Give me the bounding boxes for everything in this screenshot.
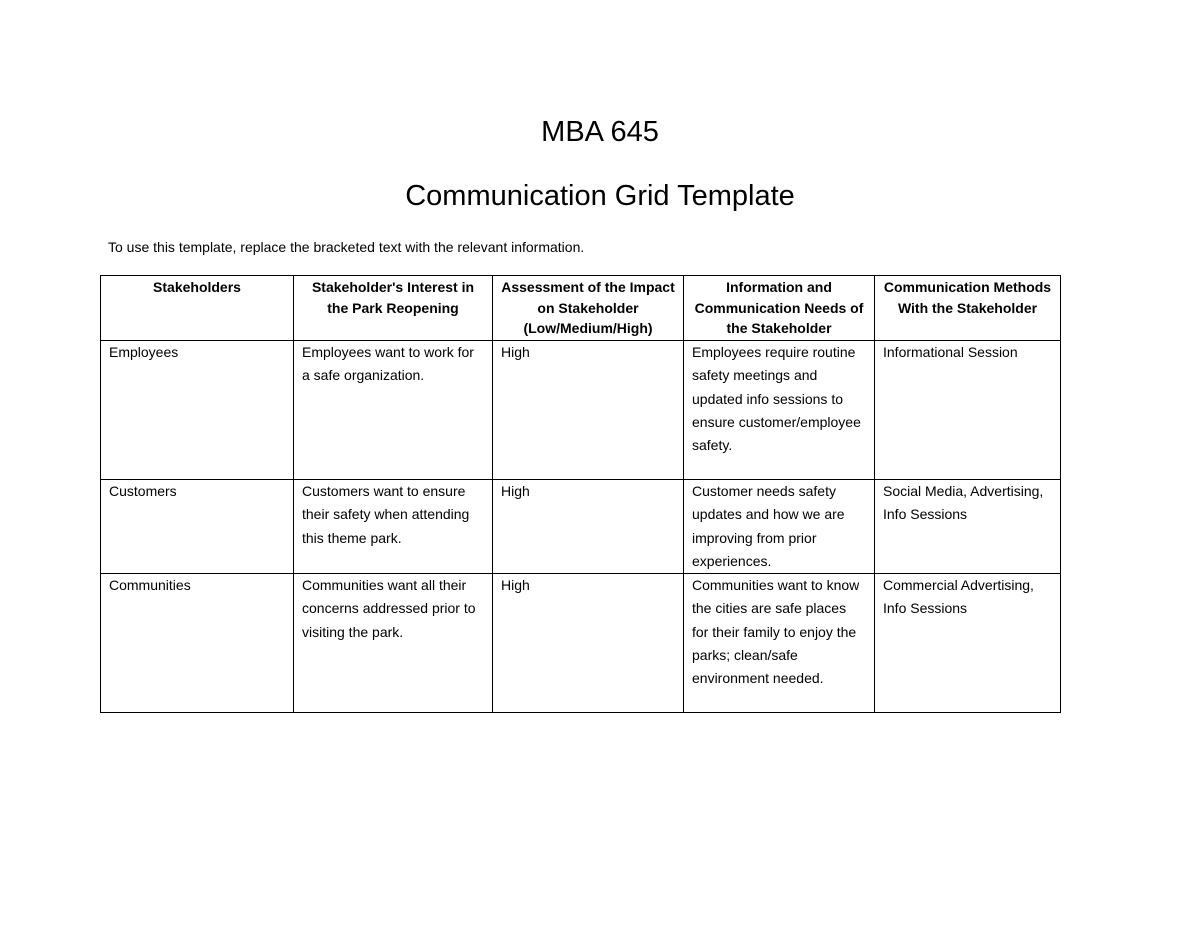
course-title: MBA 645 bbox=[541, 116, 659, 148]
cell-interest: Employees want to work for a safe organization. bbox=[294, 341, 493, 480]
header-communication-methods: Communication Methods With the Stakeholder bbox=[875, 276, 1061, 341]
header-information-needs: Information and Communication Needs of the Stakeholder bbox=[684, 276, 875, 341]
header-stakeholders: Stakeholders bbox=[101, 276, 294, 341]
header-interest: Stakeholder's Interest in the Park Reopening bbox=[294, 276, 493, 341]
cell-needs: Customer needs safety updates and how we are improving from prior experiences. bbox=[684, 480, 875, 574]
cell-methods: Social Media, Advertising, Info Sessions bbox=[875, 480, 1061, 574]
table-header-row bbox=[101, 276, 1061, 341]
communication-grid-table bbox=[100, 275, 1061, 713]
cell-impact: High bbox=[493, 574, 684, 713]
table-row bbox=[101, 574, 1061, 713]
cell-methods: Commercial Advertising, Info Sessions bbox=[875, 574, 1061, 713]
cell-interest: Customers want to ensure their safety when attending this theme park. bbox=[294, 480, 493, 574]
document-title: Communication Grid Template bbox=[405, 180, 795, 212]
cell-interest: Communities want all their concerns addressed prior to visiting the park. bbox=[294, 574, 493, 713]
header-impact-assessment: Assessment of the Impact on Stakeholder (Low/Medium/High) bbox=[493, 276, 684, 341]
cell-impact: High bbox=[493, 341, 684, 480]
cell-stakeholder: Customers bbox=[101, 480, 294, 574]
cell-stakeholder: Employees bbox=[101, 341, 294, 480]
table-row bbox=[101, 341, 1061, 480]
instructions-text: To use this template, replace the bracketed text with the relevant information. bbox=[108, 239, 585, 255]
cell-needs: Employees require routine safety meetings and updated info sessions to ensure customer/employee safety. bbox=[684, 341, 875, 480]
cell-methods: Informational Session bbox=[875, 341, 1061, 480]
cell-stakeholder: Communities bbox=[101, 574, 294, 713]
cell-impact: High bbox=[493, 480, 684, 574]
cell-needs: Communities want to know the cities are safe places for their family to enjoy the parks; clean/safe environment needed. bbox=[684, 574, 875, 713]
table-row bbox=[101, 480, 1061, 574]
